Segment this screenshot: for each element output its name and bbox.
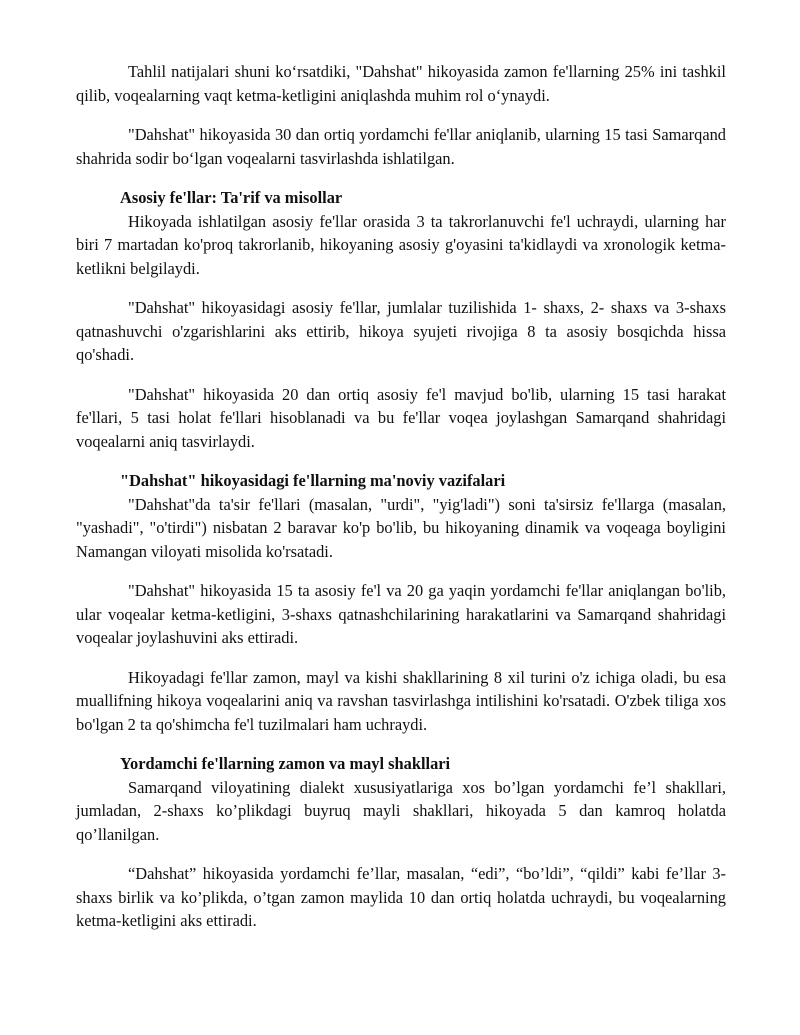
paragraph: Hikoyadagi fe'llar zamon, mayl va kishi shakllarining 8 xil turini o'z ichiga oladi, bu esa muallifning hikoya voqealarini aniq va ravshan tasvirlashga intilishini ko'rsatadi. O'zbek tiliga xos bo'lgan 2 ta qo'shimcha fe'l tuzilmalari ham uchraydi. [76, 667, 726, 734]
paragraph: Hikoyada ishlatilgan asosiy fe'llar orasida 3 ta takrorlanuvchi fe'l uchraydi, ularning har biri 7 martadan ko'proq takrorlanib, hikoyaning asosiy g'oyasini ta'kidlaydi va xronologik ketma-ketlikni belgilaydi. [76, 211, 726, 278]
paragraph: Tahlil natijalari shuni koʻrsatdiki, "Dahshat" hikoyasida zamon fe'llarning 25% ini tashkil qilib, voqealarning vaqt ketma-ketligini aniqlashda muhim rol oʻynaydi. [76, 62, 726, 105]
paragraph: "Dahshat" hikoyasida 30 dan ortiq yordamchi fe'llar aniqlanib, ularning 15 tasi Samarqand shahrida sodir boʻlgan voqealarni tasvirlashda ishlatilgan. [76, 125, 726, 168]
paragraph: “Dahshat” hikoyasida yordamchi fe’llar, masalan, “edi”, “bo’ldi”, “qildi” kabi fe’llar 3-shaxs birlik va ko’plikda, o’tgan zamon maylida 10 dan ortiq holatda uchraydi, bu voqealarning ketma-ketligini aks ettiradi. [76, 864, 726, 930]
paragraph: "Dahshat" hikoyasidagi asosiy fe'llar, jumlalar tuzilishida 1- shaxs, 2- shaxs va 3-shaxs qatnashuvchi o'zgarishlarini aks ettirib, hikoya syujeti rivojiga 8 ta asosiy bosqichda hissa qo'shadi. [76, 298, 726, 364]
section-heading: "Dahshat" hikoyasidagi fe'llarning ma'noviy vazifalari [120, 471, 506, 490]
section-heading: Asosiy fe'llar: Ta'rif va misollar [120, 188, 343, 207]
section-heading: Yordamchi fe'llarning zamon va mayl shakllari [120, 754, 451, 773]
paragraph: "Dahshat"da ta'sir fe'llari (masalan, "urdi", "yig'ladi") soni ta'sirsiz fe'llarga (masalan, "yashadi", "o'tirdi") nisbatan 2 baravar ko'p bo'lib, bu hikoyaning dinamik va voqeaga boyligini Namangan viloyati misolida ko'rsatadi. [76, 494, 726, 561]
paragraph: Samarqand viloyatining dialekt xususiyatlariga xos bo’lgan yordamchi fe’l shakllari, jumladan, 2-shaxs ko’plikdagi buyruq mayli shakllari, hikoyada 5 dan kamroq holatda qo’llanilgan. [76, 777, 726, 844]
paragraph: "Dahshat" hikoyasida 20 dan ortiq asosiy fe'l mavjud bo'lib, ularning 15 tasi harakat fe'llari, 5 tasi holat fe'llari hisoblanadi va bu fe'llar voqea joylashgan Samarqand shahridagi voqealarni aniq tasvirlaydi. [76, 384, 726, 451]
paragraph: "Dahshat" hikoyasida 15 ta asosiy fe'l va 20 ga yaqin yordamchi fe'llar aniqlangan bo'lib, ular voqealar ketma-ketligini, 3-shaxs qatnashchilarining harakatlarini va Samarqand shahridagi voqealar joylashuvini aks ettiradi. [76, 581, 726, 647]
document-page [76, 60, 726, 933]
